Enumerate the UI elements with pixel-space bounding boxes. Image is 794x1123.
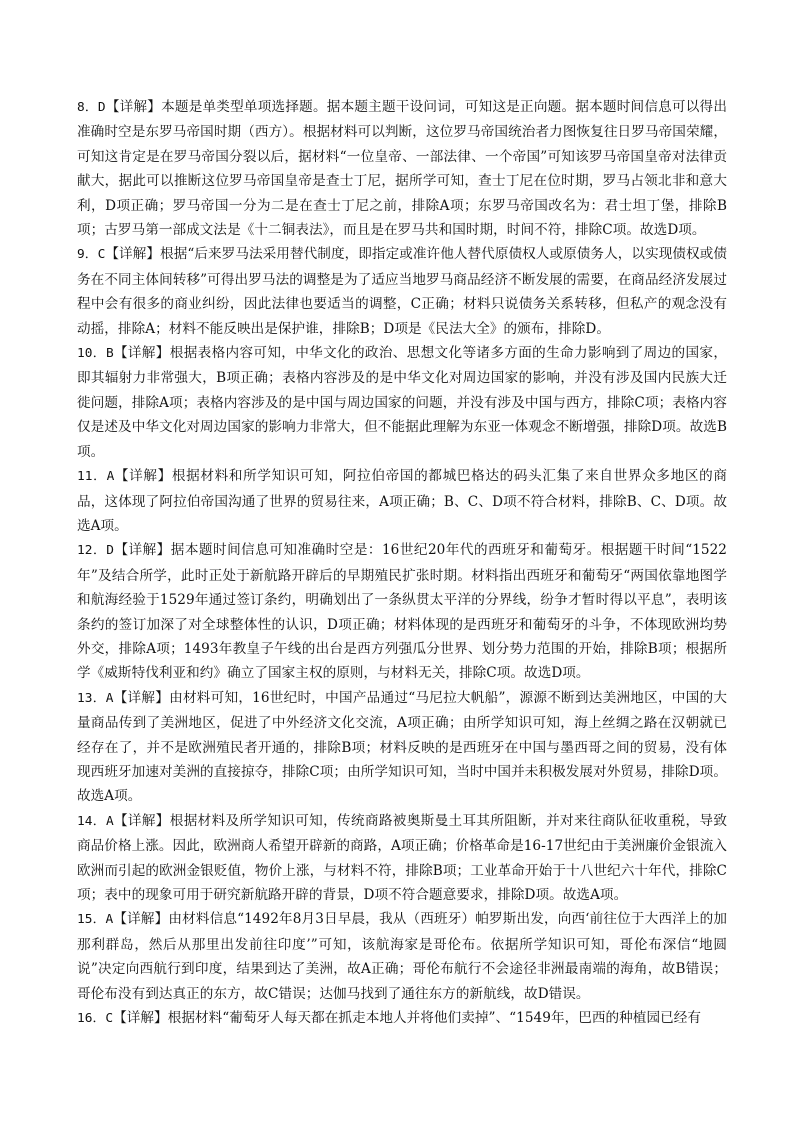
answer-explanation: 【详解】根据“后来罗马法采用替代制度，即指定或准许他人替代原债权人或原债务人，以实现债权或债务在不同主体间转移”可得出罗马法的调整是为了适应当地罗马商品经济不断发展的需要，在商品经济发展过程中会有很多的商业纠纷，因此法律也要适当的调整，C正确；材料只说债务关系转移，但私产的观念没有动摇，排除A；材料不能反映出是保护谁，排除B；D项是《民法大全》的颁布，排除D。 <box>77 246 727 337</box>
answer-number: 12．D <box>77 543 114 559</box>
answer-explanation: 【详解】据本题时间信息可知准确时空是：16世纪20年代的西班牙和葡萄牙。根据题干时间“1522年”及结合所学，此时正处于新航路开辟后的早期殖民扩张时期。材料指出西班牙和葡萄牙“两国依靠地图学和航海经验于1529年通过签订条约，明确划出了一条纵贯太平洋的分界线，纷争才暂时得以平息”，表明该条约的签订加深了对全球整体性的认识，D项正确；材料体现的是西班牙和葡萄牙的斗争，不体现欧洲均势外交，排除A项；1493年教皇子午线的出台是西方列强瓜分世界、划分势力范围的开始，排除B项；根据所学《威斯特伐利亚和约》确立了国家主权的原则，与材料无关，排除C项。故选D项。 <box>77 542 727 682</box>
answer-item-10 <box>77 341 727 464</box>
answer-number: 16．C <box>77 1011 114 1027</box>
answer-explanation: 【详解】由材料可知，16世纪时，中国产品通过“马尼拉大帆船”，源源不断到达美洲地区，中国的大量商品传到了美洲地区，促进了中外经济文化交流，A项正确；由所学知识可知，海上丝绸之路在汉朝就已经存在了，并不是欧洲殖民者开通的，排除B项；材料反映的是西班牙在中国与墨西哥之间的贸易，没有体现西班牙加速对美洲的直接掠夺，排除C项；由所学知识可知，当时中国并未积极发展对外贸易，排除D项。故选A项。 <box>77 689 727 805</box>
answer-number: 13．A <box>77 690 114 706</box>
answer-item-14 <box>77 809 727 908</box>
answer-explanation: 【详解】根据材料“葡萄牙人每天都在抓走本地人并将他们卖掉”、“1549年，巴西的种植园已经有 <box>113 1010 702 1027</box>
answer-explanation: 【详解】根据表格内容可知，中华文化的政治、思想文化等诸多方面的生命力影响到了周边的国家，即其辐射力非常强大，B项正确；表格内容涉及的是中华文化对周边国家的影响，并没有涉及国内民族大迁徙问题，排除A项；表格内容涉及的是中国与周边国家的问题，并没有涉及中国与西方，排除C项；表格内容仅是述及中华文化对周边国家的影响力非常大，但不能据此理解为东亚一体观念不断增强，排除D项。故选B项。 <box>77 345 727 460</box>
answer-number: 9．C <box>77 247 106 263</box>
answer-item-13 <box>77 686 727 809</box>
answer-explanations <box>77 95 727 1031</box>
answer-item-12 <box>77 538 727 685</box>
answer-explanation: 【详解】根据材料和所学知识可知，阿拉伯帝国的都城巴格达的码头汇集了来自世界众多地区的商品，这体现了阿拉伯帝国沟通了世界的贸易往来，A项正确；B、C、D项不符合材料，排除B、C、D项。故选A项。 <box>77 468 727 534</box>
answer-number: 14．A <box>77 813 114 829</box>
answer-item-15 <box>77 907 727 1006</box>
answer-explanation: 【详解】本题是单类型单项选择题。据本题主题干设问词，可知这是正向题。据本题时间信息可以得出准确时空是东罗马帝国时期（西方）。根据材料可以判断，这位罗马帝国统治者力图恢复往日罗马帝国荣耀，可知这肯定是在罗马帝国分裂以后，据材料“一位皇帝、一部法律、一个帝国”可知该罗马帝国皇帝对法律贡献大，据此可以推断这位罗马帝国皇帝是查士丁尼，据所学可知，查士丁尼在位时期，罗马占领北非和意大利，D项正确；罗马帝国一分为二是在查士丁尼之前，排除A项；东罗马帝国改名为：君士坦丁堡，排除B项；古罗马第一部成文法是《十二铜表法》，而且是在罗马共和国时期，时间不符，排除C项。故选D项。 <box>77 99 727 239</box>
answer-number: 10．B <box>77 346 114 362</box>
answer-explanation: 【详解】根据材料及所学知识可知，传统商路被奥斯曼土耳其所阻断，并对来往商队征收重税，导致商品价格上涨。因此，欧洲商人希望开辟新的商路，A项正确；价格革命是16-17世纪由于美洲廉价金银流入欧洲而引起的欧洲金银贬值，物价上涨，与材料不符，排除B项；工业革命开始于十八世纪六十年代，排除C项；表中的现象可用于研究新航路开辟的背景，D项不符合题意要求，排除D项。故选A项。 <box>77 812 727 903</box>
answer-item-8 <box>77 95 727 242</box>
answer-item-16 <box>77 1006 727 1031</box>
answer-number: 11．A <box>77 469 115 485</box>
answer-number: 15．A <box>77 912 114 928</box>
answer-item-11 <box>77 464 727 538</box>
answer-explanation: 【详解】由材料信息“1492年8月3日早晨，我从（西班牙）帕罗斯出发，向西‘前往位于大西洋上的加那利群岛，然后从那里出发前往印度’”可知，该航海家是哥伦布。依据所学知识可知，哥伦布深信“地圆说”决定向西航行到印度，结果到达了美洲，故A正确；哥伦布航行不会途径非洲最南端的海角，故B错误；哥伦布没有到达真正的东方，故C错误；达伽马找到了通往东方的新航线，故D错误。 <box>77 911 727 1002</box>
answer-number: 8．D <box>77 100 106 115</box>
answer-item-9 <box>77 242 727 341</box>
